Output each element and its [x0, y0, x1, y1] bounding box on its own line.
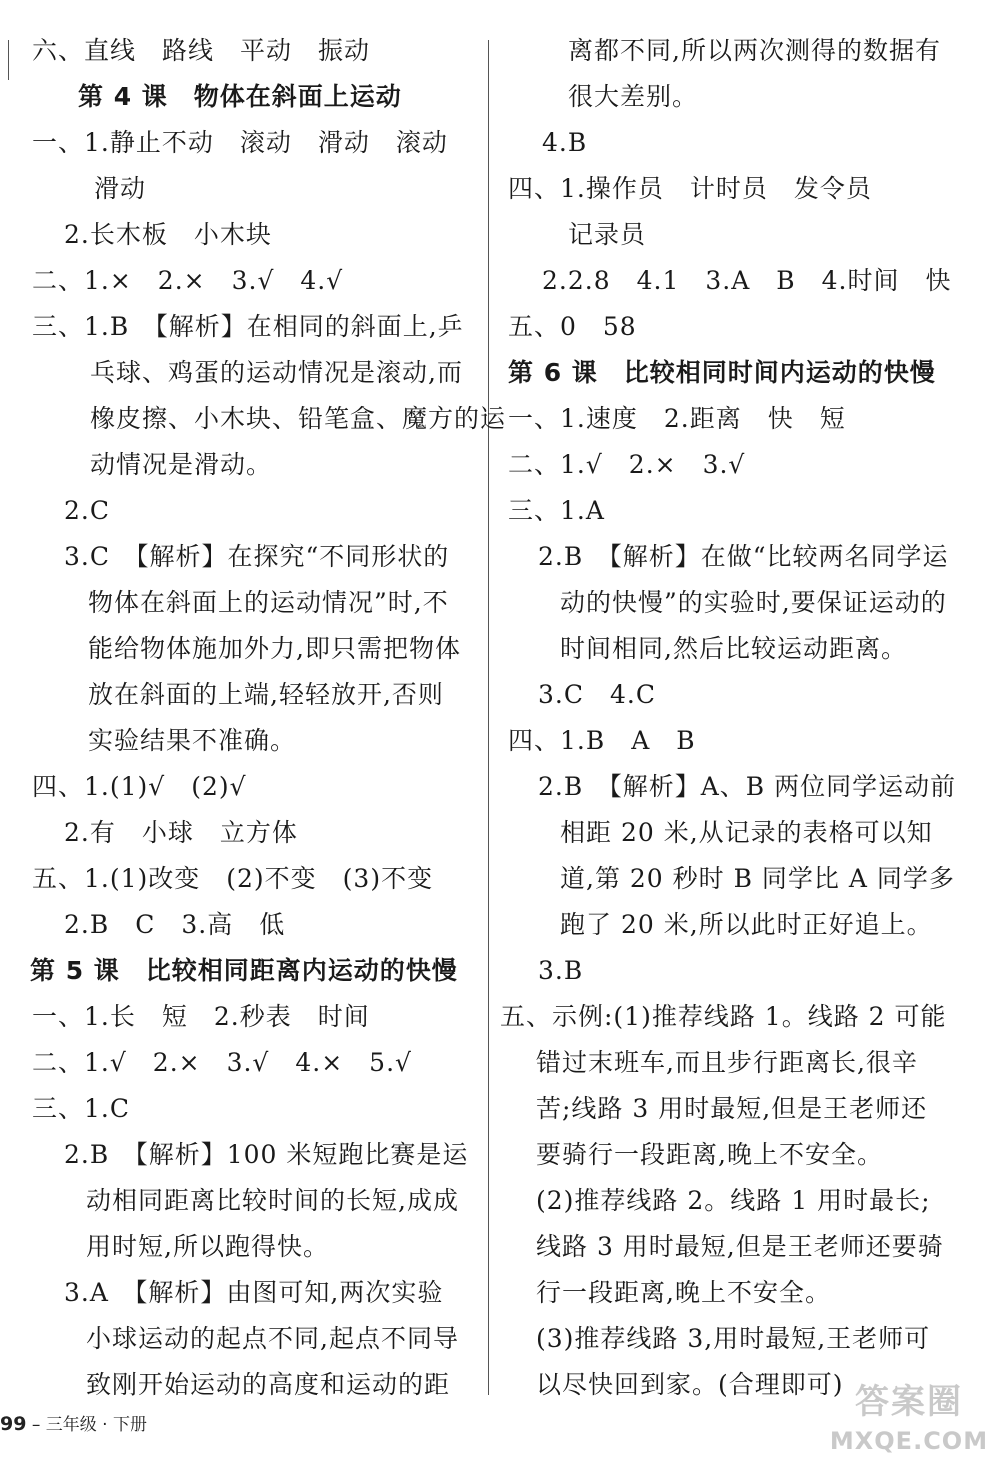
lesson-heading-4: 第 4 课 物体在斜面上运动	[78, 82, 402, 111]
answer-line: 2.长木板 小木块	[64, 220, 272, 249]
answer-line: 要骑行一段距离,晚上不安全。	[536, 1140, 883, 1169]
answer-line: 线路 3 用时最短,但是王老师还要骑	[536, 1232, 944, 1261]
answer-line: 三、1.B 【解析】在相同的斜面上,乒	[32, 312, 464, 341]
answer-line: (3)推荐线路 3,用时最短,王老师可	[536, 1324, 931, 1353]
answer-line: 五、1.(1)改变 (2)不变 (3)不变	[32, 864, 434, 893]
answer-line: 离都不同,所以两次测得的数据有	[568, 36, 941, 65]
answer-line: 道,第 20 秒时 B 同学比 A 同学多	[560, 864, 955, 893]
answer-line: 3.B	[538, 956, 584, 985]
answer-line: 2.B C 3.高 低	[64, 910, 286, 939]
answer-line: 用时短,所以跑得快。	[86, 1232, 329, 1261]
answer-line: 实验结果不准确。	[88, 726, 297, 755]
answer-line: 乓球、鸡蛋的运动情况是滚动,而	[90, 358, 463, 387]
answer-line: 相距 20 米,从记录的表格可以知	[560, 818, 933, 847]
answer-line: 四、1.操作员 计时员 发令员	[508, 174, 872, 203]
answer-line: 三、1.A	[508, 496, 605, 525]
answer-line: 很大差别。	[568, 82, 699, 111]
answer-line: 一、1.速度 2.距离 快 短	[508, 404, 846, 433]
answer-line: 时间相同,然后比较运动距离。	[560, 634, 907, 663]
answer-line: 3.C 【解析】在探究“不同形状的	[64, 542, 450, 571]
answer-line: 错过末班车,而且步行距离长,很辛	[536, 1048, 918, 1077]
answer-line: 物体在斜面上的运动情况”时,不	[88, 588, 449, 617]
answer-line: 动相同距离比较时间的长短,成成	[86, 1186, 459, 1215]
answer-line: (2)推荐线路 2。线路 1 用时最长;	[536, 1186, 931, 1215]
answer-line: 二、1.√ 2.× 3.√	[508, 450, 746, 479]
answer-line: 二、1.√ 2.× 3.√ 4.× 5.√	[32, 1048, 412, 1077]
answer-line: 四、1.B A B	[508, 726, 696, 755]
answer-line: 以尽快回到家。(合理即可)	[536, 1370, 844, 1399]
answer-line: 行一段距离,晚上不安全。	[536, 1278, 831, 1307]
answer-line: 2.有 小球 立方体	[64, 818, 298, 847]
answer-line: 动的快慢”的实验时,要保证运动的	[560, 588, 947, 617]
lesson-heading-5: 第 5 课 比较相同距离内运动的快慢	[30, 956, 458, 985]
answer-line: 小球运动的起点不同,起点不同导	[86, 1324, 459, 1353]
answer-line: 一、1.静止不动 滚动 滑动 滚动	[32, 128, 448, 157]
answer-line: 记录员	[568, 220, 647, 249]
answer-line: 跑了 20 米,所以此时正好追上。	[560, 910, 933, 939]
answer-line: 五、示例:(1)推荐线路 1。线路 2 可能	[500, 1002, 947, 1031]
answer-line: 致刚开始运动的高度和运动的距	[86, 1370, 451, 1399]
answer-line: 2.B 【解析】在做“比较两名同学运	[538, 542, 949, 571]
answer-line: 4.B	[542, 128, 588, 157]
answer-line: 2.C	[64, 496, 110, 525]
grade-label: 三年级 · 下册	[45, 1415, 147, 1435]
left-edge-mark	[8, 40, 9, 80]
answer-line: 动情况是滑动。	[90, 450, 273, 479]
page-number: 99	[0, 1413, 27, 1435]
answer-line: 2.B 【解析】100 米短跑比赛是运	[64, 1140, 469, 1169]
answer-line: 一、1.长 短 2.秒表 时间	[32, 1002, 370, 1031]
answer-line: 能给物体施加外力,即只需把物体	[88, 634, 461, 663]
watermark-logo-text: 答案圈	[855, 1382, 963, 1422]
column-divider	[488, 40, 489, 1395]
answer-line: 二、1.× 2.× 3.√ 4.√	[32, 266, 344, 295]
answer-line: 四、1.(1)√ (2)√	[32, 772, 247, 801]
watermark	[820, 1380, 998, 1468]
page-footer	[0, 1410, 147, 1435]
watermark-url: MXQE.COM	[829, 1427, 989, 1455]
answer-line: 滑动	[94, 174, 147, 203]
answer-line: 2.2.8 4.1 3.A B 4.时间 快	[542, 266, 952, 295]
answer-line: 六、直线 路线 平动 振动	[32, 36, 371, 65]
answer-line: 3.C 4.C	[538, 680, 656, 709]
answer-line: 五、0 58	[508, 312, 637, 341]
footer-dash: –	[31, 1415, 41, 1435]
answer-line: 橡皮擦、小木块、铅笔盒、魔方的运	[90, 404, 507, 433]
answer-line: 2.B 【解析】A、B 两位同学运动前	[538, 772, 957, 801]
answer-line: 三、1.C	[32, 1094, 130, 1123]
lesson-heading-6: 第 6 课 比较相同时间内运动的快慢	[508, 358, 936, 387]
answer-line: 苦;线路 3 用时最短,但是王老师还	[536, 1094, 928, 1123]
answer-line: 3.A 【解析】由图可知,两次实验	[64, 1278, 444, 1307]
answer-line: 放在斜面的上端,轻轻放开,否则	[88, 680, 444, 709]
